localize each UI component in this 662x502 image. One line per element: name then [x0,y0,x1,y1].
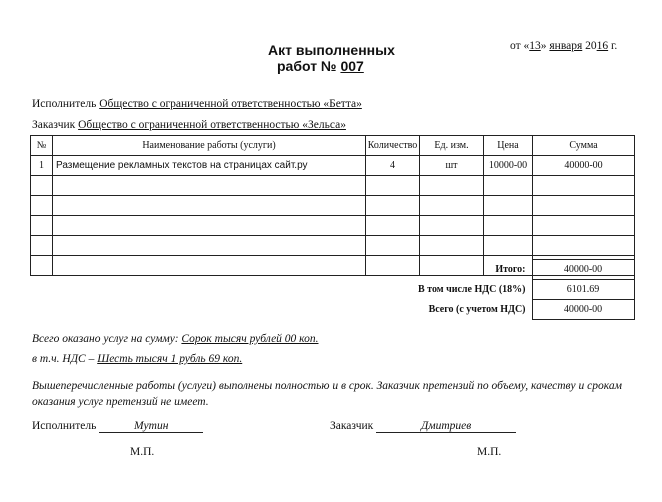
date-prefix: от « [510,40,530,52]
customer-signature [330,420,516,433]
total-label: Итого: [495,264,526,275]
executor-sign-label: Исполнитель [32,420,97,432]
table-row-empty [31,176,635,196]
executor-label: Исполнитель [32,98,97,110]
customer-sign-label: Заказчик [330,420,374,432]
act-title-prefix: работ № [277,58,341,74]
sum-in-words [32,333,319,345]
table-header-row [31,136,635,156]
executor-name: Общество с ограниченной ответственностью «Бетта» [99,98,362,110]
executor-line [32,98,362,110]
customer-line [32,119,346,131]
cell-number: 1 [31,156,53,176]
statement-line1: Вышеперечисленные работы (услуги) выполнены полностью и в срок. Заказчик претензий по объему, качеству и срокам [32,380,622,392]
act-title-line1: Акт выполненных [268,42,395,58]
col-header-number: № [31,136,53,156]
vat-label: В том числе НДС (18%) [418,284,526,295]
cell-sum: 40000-00 [533,156,635,176]
vat-words: Шесть тысяч 1 рубль 69 коп. [97,353,243,365]
col-header-quantity: Количество [366,136,420,156]
executor-signer: Мутин [99,420,203,433]
total-row [330,260,634,280]
customer-label: Заказчик [32,119,76,131]
grand-total-value: 40000-00 [532,300,634,320]
vat-row [330,280,634,300]
col-header-unit: Ед. изм. [420,136,484,156]
totals-table [330,259,635,320]
sum-words: Сорок тысяч рублей 00 коп. [181,333,319,345]
cell-quantity: 4 [366,156,420,176]
col-header-sum: Сумма [533,136,635,156]
date-month: января [549,40,583,52]
sum-prefix: Всего оказано услуг на сумму: [32,333,182,345]
vat-prefix: в т.ч. НДС – [32,353,98,365]
cell-unit: шт [420,156,484,176]
executor-signature [32,420,203,433]
col-header-name: Наименование работы (услуги) [53,136,366,156]
date-mid: » [540,40,550,52]
date-day: 13 [529,40,541,52]
act-date [510,40,617,52]
customer-signer: Дмитриев [376,420,516,433]
vat-value: 6101.69 [532,280,634,300]
act-number: 007 [340,58,364,74]
grand-total-row [330,300,634,320]
table-row-empty [31,216,635,236]
table-row [31,156,635,176]
statement-line2: оказания услуг претензий не имеет. [32,396,209,408]
works-table [30,135,635,276]
table-row-empty [31,196,635,216]
table-row-empty [31,236,635,256]
col-header-price: Цена [484,136,533,156]
stamp-right: М.П. [477,446,502,458]
vat-in-words [32,353,242,365]
grand-total-label: Всего (с учетом НДС) [428,304,526,315]
total-value: 40000-00 [532,260,634,280]
customer-name: Общество с ограниченной ответственностью «Зельса» [78,119,346,131]
cell-name: Размещение рекламных текстов на страницах сайт.ру [53,156,366,176]
stamp-left: М.П. [130,446,155,458]
date-end: г. [608,40,618,52]
cell-price: 10000-00 [484,156,533,176]
act-title-line2 [277,58,364,74]
date-year-suffix: 16 [596,40,609,52]
date-year-prefix: 20 [582,40,597,52]
